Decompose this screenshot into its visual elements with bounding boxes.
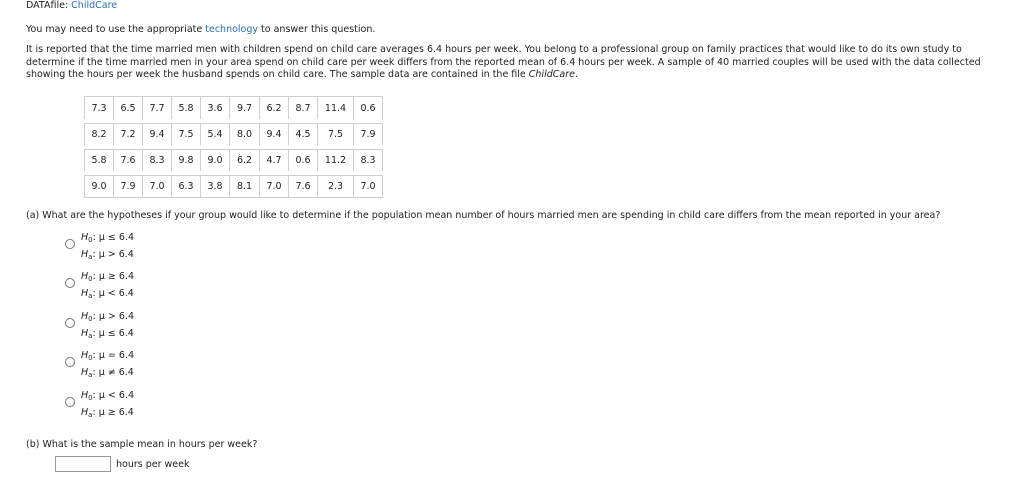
table-cell: 6.3 — [172, 173, 201, 198]
table-cell: 7.0 — [354, 173, 383, 198]
alt-hypothesis-text: μ < 6.4 — [98, 288, 134, 299]
table-cell: 7.9 — [354, 121, 383, 147]
hypothesis-option[interactable] — [65, 350, 185, 380]
table-cell: 5.8 — [172, 97, 201, 122]
null-hypothesis-text: μ = 6.4 — [98, 350, 135, 361]
table-cell: 11.2 — [318, 147, 354, 173]
table-cell: 9.4 — [260, 121, 289, 147]
table-cell: 9.0 — [201, 147, 230, 173]
table-cell: 6.2 — [230, 147, 260, 173]
table-cell: 7.0 — [143, 173, 172, 198]
table-cell: 6.2 — [260, 97, 289, 122]
table-cell: 7.7 — [143, 97, 172, 122]
datafile-label: DATAfile: — [26, 0, 72, 11]
problem-file: ChildCare — [528, 69, 575, 81]
table-row — [85, 121, 383, 147]
hypothesis-option[interactable] — [65, 232, 185, 262]
part-b-question: (b) What is the sample mean in hours per week? — [26, 439, 258, 450]
alt-hypothesis: $H_a$: μ ≠ 6.4 — [81, 367, 134, 379]
null-hypothesis-text: μ > 6.4 — [98, 311, 135, 322]
table-cell: 9.8 — [172, 147, 201, 173]
alt-hypothesis-text: μ ≥ 6.4 — [98, 407, 134, 418]
problem-end: . — [574, 69, 578, 81]
null-hypothesis-text: μ ≥ 6.4 — [98, 271, 135, 282]
alt-hypothesis: $H_a$: μ > 6.4 — [81, 249, 134, 261]
radio-button[interactable] — [65, 239, 75, 249]
null-hypothesis-text: μ ≤ 6.4 — [98, 232, 135, 243]
table-cell: 7.2 — [114, 121, 143, 147]
alt-hypothesis-text: μ ≠ 6.4 — [98, 367, 134, 378]
table-cell: 7.0 — [260, 173, 289, 198]
intro-after: to answer this question. — [258, 24, 376, 35]
alt-hypothesis-text: μ ≤ 6.4 — [98, 328, 134, 339]
table-cell: 5.4 — [201, 121, 230, 147]
datafile-link[interactable]: ChildCare — [71, 0, 118, 11]
table-cell: 8.1 — [230, 173, 260, 198]
problem-statement — [26, 44, 1001, 82]
table-cell: 8.7 — [289, 97, 318, 122]
alt-hypothesis: $H_a$: μ < 6.4 — [81, 288, 134, 300]
hypothesis-option[interactable] — [65, 390, 185, 420]
table-cell: 8.3 — [143, 147, 172, 173]
table-cell: 11.4 — [318, 97, 354, 122]
table-cell: 0.6 — [289, 147, 318, 173]
table-cell: 4.7 — [260, 147, 289, 173]
table-cell: 7.5 — [318, 121, 354, 147]
technology-link[interactable]: technology — [205, 24, 259, 35]
table-row — [85, 97, 383, 122]
table-cell: 8.0 — [230, 121, 260, 147]
table-cell: 2.3 — [318, 173, 354, 198]
unit-label: hours per week — [116, 459, 190, 470]
sample-data-table — [84, 96, 383, 198]
table-cell: 9.7 — [230, 97, 260, 122]
table-cell: 7.6 — [289, 173, 318, 198]
hypothesis-option[interactable] — [65, 271, 185, 301]
radio-button[interactable] — [65, 278, 75, 288]
table-cell: 7.3 — [85, 97, 114, 122]
null-hypothesis-text: μ < 6.4 — [98, 390, 135, 401]
null-hypothesis: $H_0$: μ ≤ 6.4 — [81, 232, 135, 244]
table-cell: 9.0 — [85, 173, 114, 198]
alt-hypothesis: $H_a$: μ ≤ 6.4 — [81, 328, 134, 340]
table-cell: 0.6 — [354, 97, 383, 122]
intro-text — [26, 24, 375, 36]
alt-hypothesis: $H_a$: μ ≥ 6.4 — [81, 407, 134, 419]
radio-button[interactable] — [65, 318, 75, 328]
table-cell: 7.6 — [114, 147, 143, 173]
null-hypothesis: $H_0$: μ > 6.4 — [81, 311, 135, 323]
table-row — [85, 173, 383, 198]
part-a-question: (a) What are the hypotheses if your group would like to determine if the population mean number of hours married men are spending in child care differs from the mean reported in your area? — [26, 210, 941, 221]
alt-hypothesis-text: μ > 6.4 — [98, 249, 134, 260]
table-cell: 8.2 — [85, 121, 114, 147]
table-cell: 9.4 — [143, 121, 172, 147]
sample-mean-input[interactable] — [55, 456, 111, 472]
datafile-line — [26, 0, 117, 12]
problem-text: It is reported that the time married men with children spend on child care averages 6.4 hours per week. You belong to a professional group on family practices that would like to do its own study to determine if the time married men in your area spend on child care per week differs from the reported mean of 6.4 hours per week. A sample of 40 married couples will be used with the data collected showing the hours per week the husband spends on child care. The sample data are contained in the file — [26, 44, 981, 81]
table-cell: 6.5 — [114, 97, 143, 122]
table-row — [85, 147, 383, 173]
intro-before: You may need to use the appropriate — [26, 24, 206, 35]
table-cell: 5.8 — [85, 147, 114, 173]
table-cell: 8.3 — [354, 147, 383, 173]
radio-button[interactable] — [65, 357, 75, 367]
null-hypothesis: $H_0$: μ = 6.4 — [81, 350, 135, 362]
radio-button[interactable] — [65, 397, 75, 407]
table-cell: 4.5 — [289, 121, 318, 147]
null-hypothesis: $H_0$: μ < 6.4 — [81, 390, 135, 402]
hypothesis-option[interactable] — [65, 311, 185, 341]
table-cell: 7.9 — [114, 173, 143, 198]
table-cell: 7.5 — [172, 121, 201, 147]
table-cell: 3.8 — [201, 173, 230, 198]
table-cell: 3.6 — [201, 97, 230, 122]
null-hypothesis: $H_0$: μ ≥ 6.4 — [81, 271, 135, 283]
